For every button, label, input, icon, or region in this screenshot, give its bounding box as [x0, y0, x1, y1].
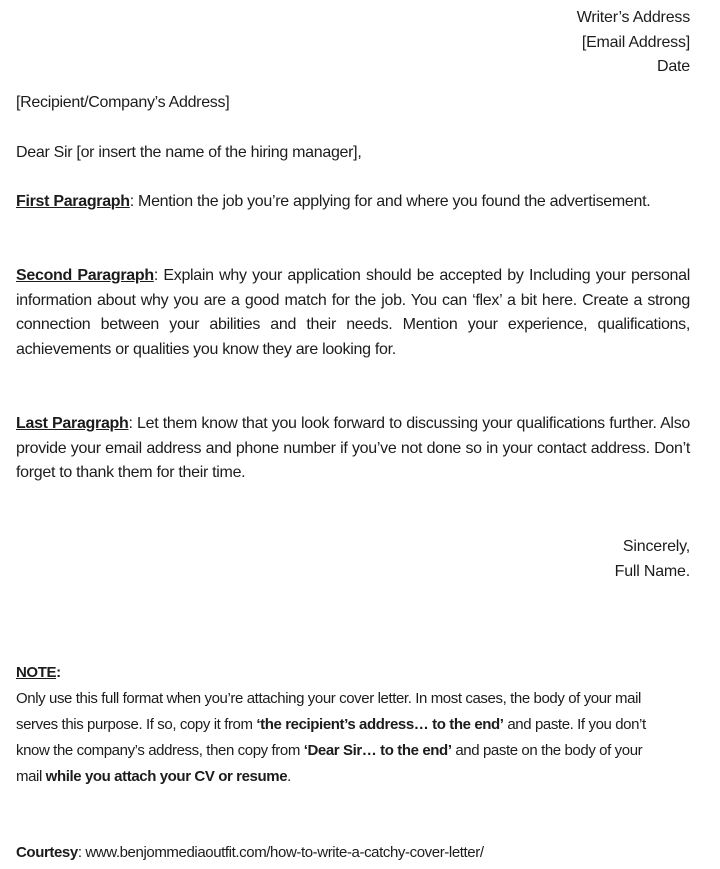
courtesy-line: Courtesy: www.benjommediaoutfit.com/how-to-write-a-catchy-cover-letter/: [16, 844, 484, 861]
courtesy-url: www.benjommediaoutfit.com/how-to-write-a-catchy-cover-letter/: [85, 844, 484, 861]
note-heading-line: NOTE:: [16, 664, 61, 681]
recipient-address: [Recipient/Company’s Address]: [16, 94, 230, 111]
email-address: [Email Address]: [581, 33, 690, 51]
last-paragraph-heading: Last Paragraph: [16, 415, 129, 432]
note-body: Only use this full format when you’re attaching your cover letter. In most cases, the body of your mail serves this purpose. If so, copy it from ‘the recipient’s address… to the end’ and paste. If you don’t know the company’s address, then copy from ‘Dear Sir… to the end’ and paste on the body of your mail while you attach your CV or resume.: [16, 690, 646, 785]
courtesy-label: Courtesy: [16, 844, 78, 861]
first-paragraph-text: : Mention the job you’re applying for and where you found the advertisement.: [129, 193, 651, 210]
last-paragraph: [16, 412, 690, 486]
second-paragraph-heading: Second Paragraph: [16, 267, 154, 284]
writer-header: [577, 6, 690, 80]
first-paragraph: [16, 190, 690, 215]
note-heading: NOTE: [16, 664, 57, 681]
closing-full-name: Full Name.: [614, 562, 690, 580]
second-paragraph: [16, 264, 690, 362]
last-paragraph-text: : Let them know that you look forward to discussing your qualifications further. Also provide your email address and phone number if you’ve not done so in your contact address. Don’t forget to thank them for their time.: [16, 415, 690, 481]
date: Date: [657, 58, 690, 75]
closing: [615, 535, 690, 584]
closing-sincerely: Sincerely,: [622, 538, 690, 555]
second-paragraph-text: : Explain why your application should be accepted by Including your personal information about why you are a good match for the job. You can ‘flex’ a bit here. Create a strong connection between your abilities and their needs. Mention your experience, qualifications, achievements or qualities you know they are looking for.: [16, 267, 690, 358]
first-paragraph-heading: First Paragraph: [16, 193, 130, 210]
salutation: Dear Sir [or insert the name of the hiring manager],: [16, 144, 362, 161]
writer-address: Writer’s Address: [576, 9, 690, 26]
